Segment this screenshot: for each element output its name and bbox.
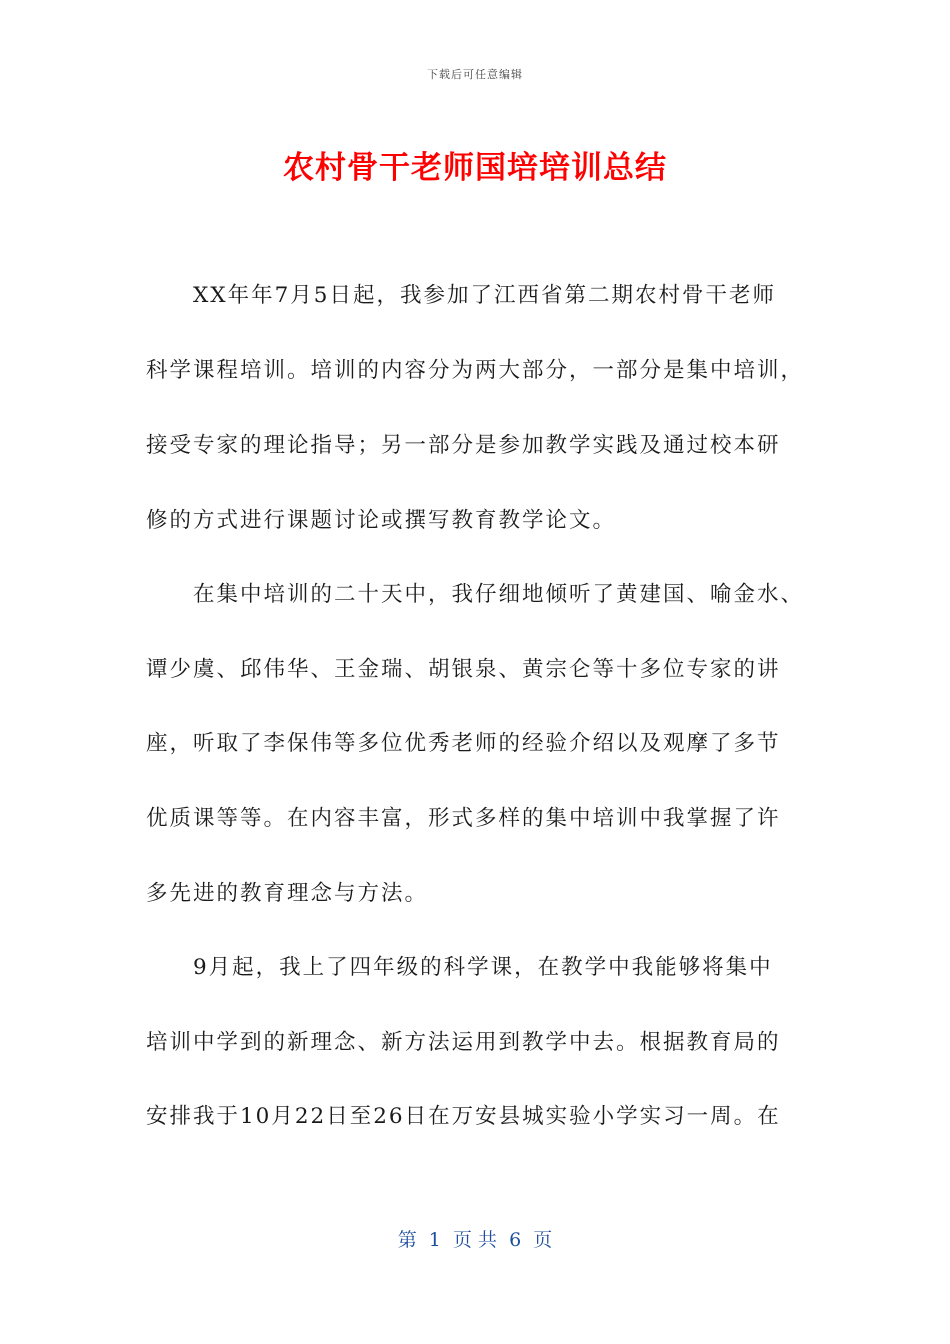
paragraph-1-line-1: XX年年7月5日起，我参加了江西省第二期农村骨干老师 [193,283,776,308]
paragraph-1-line-3: 接受专家的理论指导；另一部分是参加教学实践及通过校本研 [146,433,781,458]
paragraph-2-line-5: 多先进的教育理念与方法。 [146,881,429,906]
paragraph-2-line-1: 在集中培训的二十天中，我仔细地倾听了黄建国、喻金水、 [193,582,805,607]
page-number-footer: 第 1 页 共 6 页 [397,1229,553,1251]
paragraph-3-line-2: 培训中学到的新理念、新方法运用到教学中去。根据教育局的 [146,1030,781,1055]
paragraph-2-line-4: 优质课等等。在内容丰富，形式多样的集中培训中我掌握了许 [146,806,781,831]
document-title: 农村骨干老师国培培训总结 [283,150,667,186]
paragraph-3-line-1: 9月起，我上了四年级的科学课，在教学中我能够将集中 [193,955,773,980]
paragraph-1-line-4: 修的方式进行课题讨论或撰写教育教学论文。 [146,508,617,533]
paragraph-3-line-3: 安排我于10月22日至26日在万安县城实验小学实习一周。在 [146,1104,781,1129]
paragraph-2-line-2: 谭少虞、邱伟华、王金瑞、胡银泉、黄宗仑等十多位专家的讲 [146,657,781,682]
paragraph-2-line-3: 座，听取了李保伟等多位优秀老师的经验介绍以及观摩了多节 [146,731,781,756]
paragraph-1-line-2: 科学课程培训。培训的内容分为两大部分，一部分是集中培训， [146,358,805,383]
header-note: 下载后可任意编辑 [427,68,523,81]
